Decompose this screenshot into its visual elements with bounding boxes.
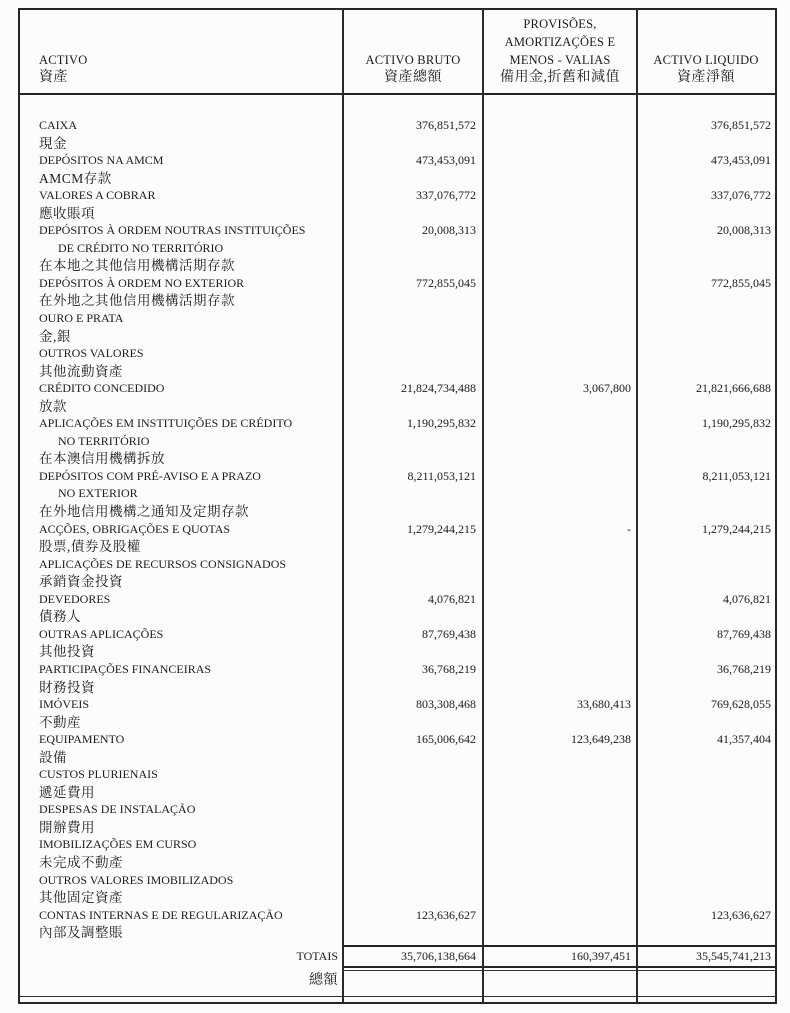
value-provisoes: [483, 503, 637, 521]
value-activo-bruto: [343, 924, 483, 942]
value-activo-bruto: 36,768,219: [422, 661, 476, 676]
table-row: [20, 310, 775, 328]
table-row: [20, 170, 775, 188]
assets-table: [18, 8, 777, 1004]
table-row: [20, 591, 775, 609]
table-row: [20, 731, 775, 749]
totals-activo-liquido: 35,545,741,213: [696, 948, 771, 963]
header-provisoes-zh: 備用金,折舊和減值: [500, 70, 620, 85]
totals-zh-row: [20, 971, 775, 991]
value-provisoes: [483, 661, 637, 679]
value-activo-bruto: 1,279,244,215: [407, 521, 476, 536]
value-activo-liquido: 1,279,244,215: [702, 521, 771, 536]
table-row: [20, 626, 775, 644]
value-activo-liquido: [637, 679, 775, 697]
header-activo-bruto: [343, 10, 483, 93]
row-label: 內部及調整賬: [39, 925, 123, 941]
value-provisoes: [483, 801, 637, 819]
value-activo-bruto: [343, 836, 483, 854]
value-activo-liquido: [637, 889, 775, 907]
row-label: NO EXTERIOR: [58, 486, 138, 501]
header-activo-liquido: [637, 10, 775, 93]
value-activo-liquido: [637, 310, 775, 328]
table-body: [20, 95, 775, 942]
value-activo-liquido: [637, 170, 775, 188]
row-label: 現金: [39, 135, 67, 151]
table-row: [20, 889, 775, 907]
row-label: OUTROS VALORES: [39, 346, 144, 361]
row-label: 應收賬項: [39, 205, 95, 221]
value-activo-liquido: [637, 450, 775, 468]
header-provisoes: [483, 10, 637, 93]
value-activo-liquido: 21,821,666,688: [696, 381, 771, 396]
table-row: [20, 275, 775, 293]
value-provisoes: [483, 275, 637, 293]
value-activo-liquido: 473,453,091: [711, 153, 771, 168]
value-activo-bruto: [343, 292, 483, 310]
value-activo-bruto: [343, 398, 483, 416]
table-row: [20, 661, 775, 679]
value-activo-bruto: [343, 135, 483, 153]
value-activo-liquido: [637, 556, 775, 574]
value-provisoes: [483, 784, 637, 802]
row-label: APLICAÇÕES DE RECURSOS CONSIGNADOS: [39, 556, 287, 571]
value-activo-bruto: [343, 819, 483, 837]
value-activo-liquido: [637, 205, 775, 223]
value-activo-bruto: [343, 766, 483, 784]
table-row: [20, 240, 775, 258]
row-label: DEPÓSITOS NA AMCM: [39, 153, 164, 168]
header-activo-zh: 資產: [39, 70, 68, 85]
value-activo-bruto: 337,076,772: [416, 188, 476, 203]
row-label: DESPESAS DE INSTALAÇÃO: [39, 802, 196, 817]
row-label: 在本澳信用機構拆放: [39, 451, 165, 467]
header-activo-liquido-zh: 資產淨額: [677, 70, 735, 85]
table-row: [20, 503, 775, 521]
value-provisoes: [483, 626, 637, 644]
value-provisoes: [483, 924, 637, 942]
row-label: VALORES A COBRAR: [39, 188, 156, 203]
value-activo-bruto: [343, 854, 483, 872]
value-activo-liquido: [637, 485, 775, 503]
value-provisoes: 123,649,238: [571, 732, 631, 747]
value-activo-bruto: [343, 363, 483, 381]
row-label: OURO E PRATA: [39, 311, 124, 326]
row-label: APLICAÇÕES EM INSTITUIÇÕES DE CRÉDITO: [39, 416, 293, 431]
header-activo: [20, 10, 343, 93]
value-activo-liquido: 1,190,295,832: [702, 416, 771, 431]
value-activo-liquido: [637, 608, 775, 626]
value-activo-liquido: 376,851,572: [711, 118, 771, 132]
row-label: DE CRÉDITO NO TERRITÓRIO: [58, 240, 224, 255]
value-activo-liquido: [637, 836, 775, 854]
totals-activo-bruto: 35,706,138,664: [401, 948, 476, 963]
row-label: OUTRAS APLICAÇÕES: [39, 626, 164, 641]
row-label: 在本地之其他信用機構活期存款: [39, 258, 235, 274]
value-activo-bruto: 21,824,734,488: [401, 381, 476, 396]
table-row: [20, 328, 775, 346]
row-label: AMCM存款: [39, 170, 112, 186]
table-row: [20, 556, 775, 574]
table-row: [20, 468, 775, 486]
row-label: CRÉDITO CONCEDIDO: [39, 381, 165, 396]
table-row: [20, 854, 775, 872]
value-provisoes: [483, 117, 637, 135]
value-activo-liquido: 4,076,821: [723, 591, 771, 606]
value-activo-bruto: [343, 170, 483, 188]
table-row: [20, 907, 775, 925]
value-provisoes: [483, 240, 637, 258]
row-label: 承銷資金投資: [39, 574, 123, 590]
value-provisoes: [483, 222, 637, 240]
value-activo-bruto: 772,855,045: [416, 275, 476, 290]
value-provisoes: [483, 643, 637, 661]
value-provisoes: [483, 872, 637, 890]
row-label: 開辦費用: [39, 819, 95, 835]
table-row: [20, 573, 775, 591]
value-activo-liquido: [637, 784, 775, 802]
table-row: [20, 257, 775, 275]
value-activo-bruto: 123,636,627: [416, 907, 476, 922]
value-activo-liquido: [637, 801, 775, 819]
header-activo-bruto-pt: ACTIVO BRUTO: [365, 53, 461, 67]
value-activo-bruto: [343, 328, 483, 346]
value-activo-bruto: 87,769,438: [422, 626, 476, 641]
value-activo-liquido: [637, 257, 775, 275]
row-label: 不動産: [39, 714, 81, 730]
table-row: [20, 924, 775, 942]
row-label: 在外地信用機構之通知及定期存款: [39, 504, 249, 520]
value-provisoes: [483, 328, 637, 346]
value-activo-bruto: [343, 784, 483, 802]
value-provisoes: [483, 415, 637, 433]
body-top-spacer: [20, 95, 775, 117]
value-activo-bruto: 376,851,572: [416, 118, 476, 132]
value-activo-bruto: [343, 485, 483, 503]
value-activo-liquido: [637, 433, 775, 451]
totals-row: [20, 947, 775, 966]
value-activo-bruto: [343, 240, 483, 258]
row-label: ACÇÕES, OBRIGAÇÕES E QUOTAS: [39, 521, 231, 536]
value-activo-liquido: 36,768,219: [717, 661, 771, 676]
row-label: CUSTOS PLURIENAIS: [39, 767, 158, 782]
table-row: [20, 205, 775, 223]
table-row: [20, 643, 775, 661]
value-provisoes: [483, 749, 637, 767]
value-activo-liquido: [637, 398, 775, 416]
table-row: [20, 450, 775, 468]
value-provisoes: [483, 591, 637, 609]
value-activo-liquido: 769,628,055: [711, 697, 771, 712]
table-row: [20, 608, 775, 626]
value-provisoes: [483, 152, 637, 170]
table-row: [20, 433, 775, 451]
value-provisoes: [483, 292, 637, 310]
value-provisoes: [483, 573, 637, 591]
value-provisoes: [483, 187, 637, 205]
value-activo-bruto: [343, 503, 483, 521]
bottom-inner-rule: [20, 996, 775, 997]
table-row: [20, 485, 775, 503]
totals-provisoes: 160,397,451: [571, 948, 631, 963]
value-provisoes: [483, 836, 637, 854]
value-activo-bruto: [343, 257, 483, 275]
row-label: NO TERRITÓRIO: [58, 433, 150, 448]
row-label: 遞延費用: [39, 784, 95, 800]
row-label: 其他投資: [39, 644, 95, 660]
value-provisoes: [483, 907, 637, 925]
value-activo-liquido: [637, 292, 775, 310]
totals-section: [20, 945, 775, 991]
header-provisoes-line2: AMORTIZAÇÕES E: [504, 35, 616, 49]
value-activo-bruto: [343, 310, 483, 328]
value-activo-bruto: [343, 872, 483, 890]
row-label: CONTAS INTERNAS E DE REGULARIZAÇÃO: [39, 907, 283, 922]
row-label: OUTROS VALORES IMOBILIZADOS: [39, 872, 234, 887]
value-activo-liquido: [637, 854, 775, 872]
table-row: [20, 117, 775, 135]
value-activo-bruto: [343, 556, 483, 574]
value-activo-bruto: 4,076,821: [428, 591, 476, 606]
table-row: [20, 749, 775, 767]
row-label: IMÓVEIS: [39, 697, 89, 712]
value-provisoes: [483, 889, 637, 907]
value-activo-bruto: 8,211,053,121: [407, 468, 476, 483]
value-activo-liquido: [637, 714, 775, 732]
value-provisoes: [483, 433, 637, 451]
table-row: [20, 380, 775, 398]
table-row: [20, 152, 775, 170]
totals-label-zh: 總額: [309, 972, 338, 988]
value-activo-liquido: 123,636,627: [711, 907, 771, 922]
value-activo-liquido: [637, 240, 775, 258]
header-activo-liquido-pt: ACTIVO LIQUIDO: [653, 53, 759, 67]
value-provisoes: [483, 538, 637, 556]
value-activo-bruto: 20,008,313: [422, 223, 476, 238]
value-activo-bruto: 1,190,295,832: [407, 416, 476, 431]
value-activo-bruto: [343, 345, 483, 363]
value-provisoes: [483, 468, 637, 486]
table-row: [20, 714, 775, 732]
table-row: [20, 521, 775, 539]
row-label: 在外地之其他信用機構活期存款: [39, 293, 235, 309]
value-provisoes: [483, 450, 637, 468]
value-activo-liquido: 772,855,045: [711, 275, 771, 290]
table-row: [20, 836, 775, 854]
row-label: 放款: [39, 398, 67, 414]
value-activo-liquido: 87,769,438: [717, 626, 771, 641]
value-activo-liquido: [637, 924, 775, 942]
value-activo-liquido: [637, 819, 775, 837]
table-row: [20, 363, 775, 381]
value-provisoes: [483, 854, 637, 872]
value-provisoes: [483, 310, 637, 328]
row-label: DEPÓSITOS À ORDEM NOUTRAS INSTITUIÇÕES: [39, 223, 306, 238]
value-provisoes: [483, 345, 637, 363]
header-activo-bruto-zh: 資產總額: [384, 70, 442, 85]
row-label: EQUIPAMENTO: [39, 732, 125, 747]
value-activo-liquido: 8,211,053,121: [702, 468, 771, 483]
row-label: DEPÓSITOS À ORDEM NO EXTERIOR: [39, 275, 245, 290]
value-activo-bruto: 803,308,468: [416, 697, 476, 712]
header-provisoes-line1: PROVISÕES,: [523, 17, 597, 31]
value-activo-bruto: [343, 450, 483, 468]
value-activo-bruto: [343, 679, 483, 697]
value-provisoes: [483, 205, 637, 223]
value-activo-bruto: [343, 643, 483, 661]
table-row: [20, 766, 775, 784]
value-activo-liquido: [637, 766, 775, 784]
row-label: DEPÓSITOS COM PRÉ-AVISO E A PRAZO: [39, 468, 261, 483]
value-provisoes: [483, 819, 637, 837]
value-provisoes: [483, 170, 637, 188]
value-activo-liquido: 20,008,313: [717, 223, 771, 238]
value-activo-liquido: 41,357,404: [717, 732, 771, 747]
totals-label-pt: TOTAIS: [296, 948, 338, 963]
value-activo-bruto: 165,006,642: [416, 732, 476, 747]
value-activo-liquido: 337,076,772: [711, 188, 771, 203]
table-row: [20, 679, 775, 697]
value-activo-liquido: [637, 135, 775, 153]
table-row: [20, 398, 775, 416]
value-provisoes: -: [627, 521, 631, 536]
table-header: [20, 10, 775, 95]
value-activo-bruto: 473,453,091: [416, 153, 476, 168]
table-row: [20, 872, 775, 890]
value-activo-liquido: [637, 328, 775, 346]
value-provisoes: [483, 257, 637, 275]
table-row: [20, 538, 775, 556]
value-provisoes: [483, 363, 637, 381]
value-provisoes: [483, 485, 637, 503]
value-provisoes: [483, 556, 637, 574]
value-activo-bruto: [343, 538, 483, 556]
header-activo-pt: ACTIVO: [39, 53, 88, 67]
value-activo-liquido: [637, 749, 775, 767]
value-activo-bruto: [343, 608, 483, 626]
value-activo-liquido: [637, 363, 775, 381]
row-label: 債務人: [39, 609, 81, 625]
table-row: [20, 187, 775, 205]
row-label: 其他固定資產: [39, 890, 123, 906]
value-activo-bruto: [343, 205, 483, 223]
row-label: 股票,債券及股權: [39, 539, 141, 555]
row-label: 未完成不動產: [39, 854, 123, 870]
table-row: [20, 345, 775, 363]
value-provisoes: [483, 135, 637, 153]
table-row: [20, 292, 775, 310]
value-provisoes: [483, 608, 637, 626]
table-row: [20, 135, 775, 153]
value-activo-bruto: [343, 889, 483, 907]
value-activo-liquido: [637, 538, 775, 556]
table-row: [20, 801, 775, 819]
table-row: [20, 415, 775, 433]
value-activo-liquido: [637, 643, 775, 661]
row-label: CAIXA: [39, 118, 77, 132]
row-label: 金,銀: [39, 328, 71, 344]
value-provisoes: [483, 679, 637, 697]
header-provisoes-line3: MENOS - VALIAS: [509, 53, 611, 67]
row-label: DEVEDORES: [39, 591, 111, 606]
value-activo-bruto: [343, 573, 483, 591]
row-label: IMOBILIZAÇÕES EM CURSO: [39, 837, 197, 852]
table-row: [20, 819, 775, 837]
value-activo-bruto: [343, 749, 483, 767]
table-row: [20, 696, 775, 714]
row-label: 財務投資: [39, 679, 95, 695]
value-activo-bruto: [343, 433, 483, 451]
value-activo-liquido: [637, 573, 775, 591]
value-activo-liquido: [637, 345, 775, 363]
table-row: [20, 784, 775, 802]
row-label: PARTICIPAÇÕES FINANCEIRAS: [39, 661, 212, 676]
value-activo-liquido: [637, 503, 775, 521]
table-row: [20, 222, 775, 240]
value-activo-bruto: [343, 714, 483, 732]
row-label: 設備: [39, 749, 67, 765]
value-provisoes: [483, 398, 637, 416]
value-provisoes: [483, 714, 637, 732]
value-activo-bruto: [343, 801, 483, 819]
row-label: 其他流動資產: [39, 363, 123, 379]
value-provisoes: [483, 766, 637, 784]
value-provisoes: 3,067,800: [583, 381, 631, 396]
value-provisoes: 33,680,413: [577, 697, 631, 712]
value-activo-liquido: [637, 872, 775, 890]
